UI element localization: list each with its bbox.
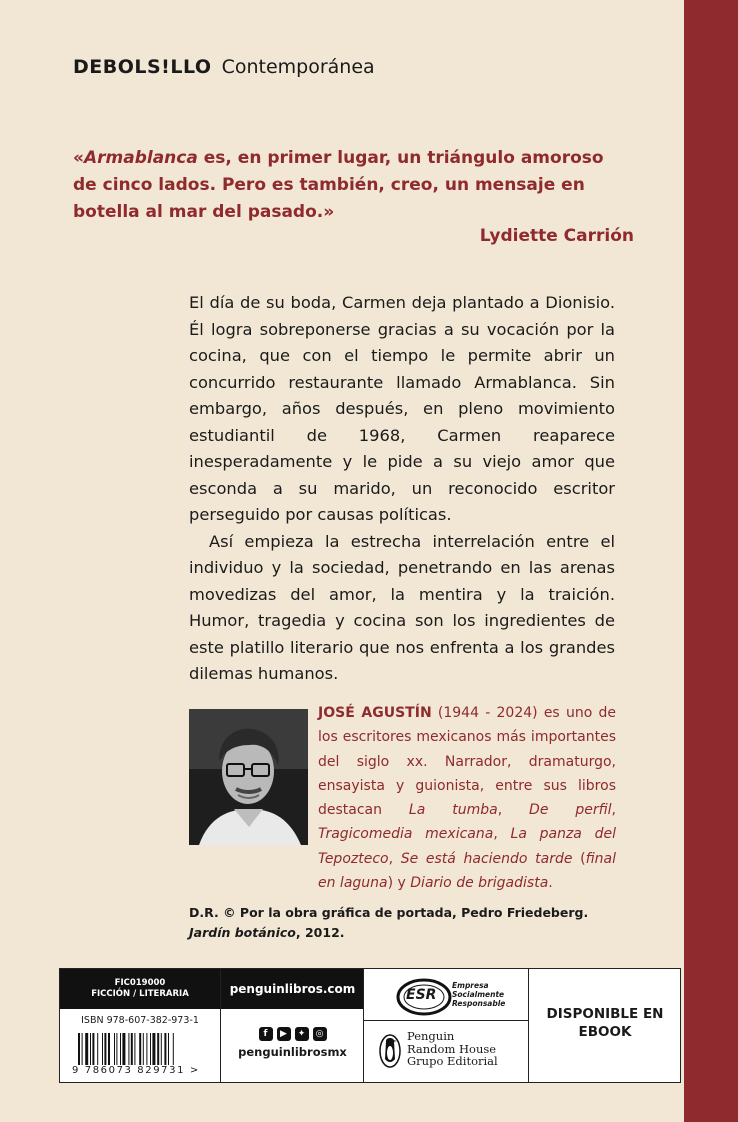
youtube-icon[interactable]: ▶ bbox=[277, 1027, 291, 1041]
book-title: Diario de brigadista bbox=[410, 875, 549, 892]
book-title: La tumba bbox=[408, 802, 498, 819]
book-title: final en laguna bbox=[318, 850, 616, 892]
book-title: Tragicomedia mexicana bbox=[318, 826, 494, 843]
social-icons bbox=[221, 1027, 364, 1041]
ebook-line: DISPONIBLE EN bbox=[546, 1006, 664, 1022]
synopsis-paragraph-1: El día de su boda, Carmen deja plantado a Dionisio. Él logra sobreponerse gracias a su vocación por la cocina, que con el tiempo le permite abrir un concurrido restaurante llamado Armablanca. Sin embargo, años después, en pleno movimiento estudiantil de 1968, Carmen reaparece inesperadamente y le pide a su viejo amor que esconda a su marido, un reconocido escritor perseguido por causas políticas. bbox=[189, 293, 615, 524]
book-title: La panza del Tepozteco bbox=[318, 826, 616, 867]
credits-line-2 bbox=[189, 923, 609, 943]
author-name: JOSÉ AGUSTÍN bbox=[318, 705, 432, 721]
synopsis bbox=[189, 290, 615, 688]
category-block bbox=[60, 969, 220, 1009]
barcode-number: 9 786073 829731 > bbox=[72, 1065, 200, 1076]
author-bio-text: (1944 - 2024) es uno de los escritores mexicanos más importantes del siglo xx. Narrador, dramaturgo, ensayista y guionista, entre sus libros destacan bbox=[318, 705, 616, 819]
publisher-name bbox=[407, 1030, 498, 1068]
publisher-line: Random House bbox=[407, 1041, 497, 1056]
category-code: FIC019000 bbox=[114, 978, 166, 988]
barcode-column bbox=[60, 969, 220, 1082]
esr-line: Empresa bbox=[452, 981, 489, 990]
publisher-brand: DEBOLS!LLO bbox=[73, 56, 212, 78]
author-photo bbox=[189, 709, 308, 845]
instagram-icon[interactable]: ◎ bbox=[313, 1027, 327, 1041]
esr-label: ESR bbox=[406, 987, 437, 1003]
quote-author: Lydiette Carrión bbox=[479, 226, 634, 246]
separator: , bbox=[388, 850, 401, 867]
publisher-line: Grupo Editorial bbox=[407, 1054, 498, 1068]
ebook-line: EBOOK bbox=[578, 1024, 632, 1040]
quote-text: es, en primer lugar, un triángulo amoroso de cinco lados. Pero es también, creo, un mensaje en botella al mar del pasado.» bbox=[73, 148, 604, 222]
separator: , bbox=[611, 802, 616, 819]
facebook-icon[interactable]: f bbox=[259, 1027, 273, 1041]
ebook-column bbox=[528, 969, 681, 1082]
series-header bbox=[73, 56, 375, 78]
author-portrait-image bbox=[189, 709, 308, 845]
back-cover-footer bbox=[59, 968, 681, 1083]
esr-text bbox=[452, 981, 505, 1008]
separator: , bbox=[497, 802, 530, 819]
esr-line: Responsable bbox=[452, 999, 506, 1008]
twitter-icon[interactable]: ✦ bbox=[295, 1027, 309, 1041]
artwork-title: Jardín botánico bbox=[189, 925, 296, 940]
separator: , bbox=[493, 826, 511, 843]
synopsis-paragraph-2: Así empieza la estrecha interrelación entre el individuo y la sociedad, penetrando en las arenas movedizas del amor, la mentira y la traición. Humor, tragedia y cocina son los ingredientes de este platillo literario que nos enfrenta a los grandes dilemas humanos. bbox=[189, 531, 615, 683]
credits-line-1: D.R. © Por la obra gráfica de portada, Pedro Friedeberg. bbox=[189, 905, 589, 920]
book-title: Se está haciendo tarde bbox=[400, 850, 573, 867]
web-column bbox=[220, 969, 364, 1082]
publisher-line: Penguin bbox=[407, 1029, 455, 1043]
social-handle[interactable]: penguinlibrosmx bbox=[238, 1045, 347, 1059]
book-spine bbox=[684, 0, 738, 1122]
ebook-notice bbox=[529, 1005, 681, 1041]
divider bbox=[364, 1020, 529, 1021]
book-title: De perfil bbox=[529, 802, 612, 819]
blurb-quote bbox=[73, 145, 621, 226]
barcode-icon bbox=[78, 1033, 198, 1065]
quote-book-title: Armablanca bbox=[83, 148, 198, 168]
separator: ) y bbox=[387, 875, 411, 892]
author-bio bbox=[318, 701, 616, 895]
esr-line: Socialmente bbox=[452, 990, 505, 999]
penguin-logo-icon bbox=[378, 1033, 402, 1069]
separator: . bbox=[548, 875, 553, 892]
separator: ( bbox=[572, 850, 586, 867]
cover-credits bbox=[189, 903, 609, 943]
isbn-label: ISBN 978-607-382-973-1 bbox=[81, 1015, 199, 1026]
credits-year: , 2012. bbox=[295, 925, 345, 940]
category-label: FICCIÓN / LITERARIA bbox=[91, 989, 189, 999]
website-label[interactable]: penguinlibros.com bbox=[221, 969, 364, 1009]
quote-open-mark: « bbox=[73, 148, 84, 168]
publisher-column bbox=[363, 969, 529, 1082]
collection-name: Contemporánea bbox=[221, 56, 375, 78]
